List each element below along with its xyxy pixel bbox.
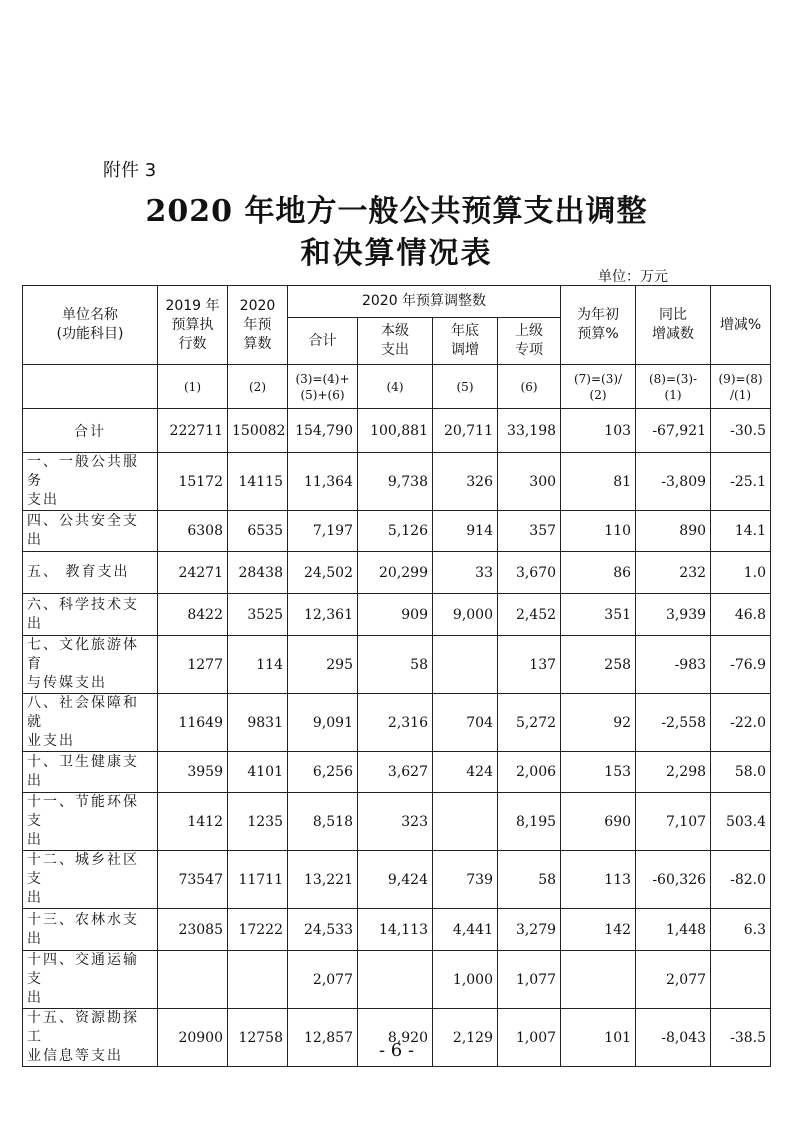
table-row [23, 453, 771, 511]
cell-v9 [711, 951, 771, 1009]
index-blank [23, 365, 158, 409]
cell-v1: 23085 [158, 909, 228, 951]
cell-v7: 351 [561, 594, 636, 636]
cell-v8: 2,298 [636, 752, 711, 793]
cell-v8: 1,448 [636, 909, 711, 951]
cell-v8: 3,939 [636, 594, 711, 636]
cell-v8: -67,921 [636, 409, 711, 453]
cell-v1: 24271 [158, 552, 228, 594]
index-row [23, 365, 771, 409]
cell-v9: 58.0 [711, 752, 771, 793]
index-cell: (6) [498, 365, 561, 409]
cell-v5 [433, 636, 498, 694]
header-col2: 2020 年预 算数 [228, 286, 288, 365]
row-label: 六、科学技术支出 [23, 594, 158, 636]
cell-v6: 3,670 [498, 552, 561, 594]
header-col8: 同比 增减数 [636, 286, 711, 365]
cell-v6: 1,007 [498, 1009, 561, 1067]
cell-v2: 17222 [228, 909, 288, 951]
budget-table [22, 285, 771, 1067]
cell-v8: 2,077 [636, 951, 711, 1009]
cell-v8: -8,043 [636, 1009, 711, 1067]
cell-v1: 20900 [158, 1009, 228, 1067]
row-label: 五、 教育支出 [23, 552, 158, 594]
cell-v8: -3,809 [636, 453, 711, 511]
cell-v4: 323 [358, 793, 433, 851]
cell-v5: 424 [433, 752, 498, 793]
table-row [23, 552, 771, 594]
cell-v4 [358, 951, 433, 1009]
cell-v2: 4101 [228, 752, 288, 793]
cell-v3: 12,857 [288, 1009, 358, 1067]
cell-v1: 15172 [158, 453, 228, 511]
cell-v5: 4,441 [433, 909, 498, 951]
cell-v8: -60,326 [636, 851, 711, 909]
cell-v3: 154,790 [288, 409, 358, 453]
cell-v1: 6308 [158, 511, 228, 552]
header-col5: 年底 调增 [433, 318, 498, 365]
cell-v8: 890 [636, 511, 711, 552]
table-row [23, 851, 771, 909]
table-row [23, 752, 771, 793]
cell-v9: 1.0 [711, 552, 771, 594]
cell-v2: 1235 [228, 793, 288, 851]
cell-v6: 8,195 [498, 793, 561, 851]
attachment-label: 附件 3 [103, 160, 157, 181]
cell-v6: 3,279 [498, 909, 561, 951]
cell-v6: 1,077 [498, 951, 561, 1009]
row-label: 一、一般公共服务 支出 [23, 453, 158, 511]
cell-v9: 46.8 [711, 594, 771, 636]
cell-v1: 1277 [158, 636, 228, 694]
row-label: 七、文化旅游体育 与传媒支出 [23, 636, 158, 694]
cell-v9: -30.5 [711, 409, 771, 453]
index-cell: (2) [228, 365, 288, 409]
cell-v5: 739 [433, 851, 498, 909]
cell-v1 [158, 951, 228, 1009]
row-label: 十三、农林水支出 [23, 909, 158, 951]
cell-v2: 114 [228, 636, 288, 694]
cell-v2: 14115 [228, 453, 288, 511]
cell-v2: 28438 [228, 552, 288, 594]
cell-v4: 9,738 [358, 453, 433, 511]
cell-v4: 909 [358, 594, 433, 636]
cell-v3: 7,197 [288, 511, 358, 552]
cell-v6: 300 [498, 453, 561, 511]
cell-v8: -983 [636, 636, 711, 694]
cell-v6: 2,006 [498, 752, 561, 793]
cell-v9: -76.9 [711, 636, 771, 694]
cell-v4: 58 [358, 636, 433, 694]
cell-v7: 258 [561, 636, 636, 694]
cell-v1: 3959 [158, 752, 228, 793]
table-row [23, 694, 771, 752]
row-label: 八、社会保障和就 业支出 [23, 694, 158, 752]
cell-v6: 5,272 [498, 694, 561, 752]
total-row [23, 409, 771, 453]
cell-v2 [228, 951, 288, 1009]
cell-v1: 8422 [158, 594, 228, 636]
cell-v9: 14.1 [711, 511, 771, 552]
index-cell: (9)=(8) /(1) [711, 365, 771, 409]
page-title: 2020 年地方一般公共预算支出调整 [145, 194, 648, 229]
cell-v9: 6.3 [711, 909, 771, 951]
index-cell: (7)=(3)/ (2) [561, 365, 636, 409]
index-cell: (5) [433, 365, 498, 409]
cell-v1: 1412 [158, 793, 228, 851]
cell-v8: 7,107 [636, 793, 711, 851]
cell-v5: 9,000 [433, 594, 498, 636]
index-cell: (1) [158, 365, 228, 409]
header-col6: 上级 专项 [498, 318, 561, 365]
cell-v5: 914 [433, 511, 498, 552]
page-number: - 6 - [378, 1040, 415, 1061]
cell-v2: 12758 [228, 1009, 288, 1067]
table-row [23, 909, 771, 951]
cell-v7: 92 [561, 694, 636, 752]
header-col7: 为年初 预算% [561, 286, 636, 365]
cell-v6: 2,452 [498, 594, 561, 636]
cell-v7: 113 [561, 851, 636, 909]
cell-v2: 9831 [228, 694, 288, 752]
cell-v7 [561, 951, 636, 1009]
cell-v9: -22.0 [711, 694, 771, 752]
cell-v4: 14,113 [358, 909, 433, 951]
cell-v3: 9,091 [288, 694, 358, 752]
table-row [23, 793, 771, 851]
cell-v4: 20,299 [358, 552, 433, 594]
cell-v5: 33 [433, 552, 498, 594]
cell-v7: 153 [561, 752, 636, 793]
cell-v3: 6,256 [288, 752, 358, 793]
cell-v6: 58 [498, 851, 561, 909]
cell-v3: 12,361 [288, 594, 358, 636]
cell-v9: -25.1 [711, 453, 771, 511]
header-col4: 本级 支出 [358, 318, 433, 365]
cell-v6: 137 [498, 636, 561, 694]
table-row [23, 951, 771, 1009]
cell-v4: 8,920 [358, 1009, 433, 1067]
cell-v7: 86 [561, 552, 636, 594]
cell-v5: 2,129 [433, 1009, 498, 1067]
cell-v4: 9,424 [358, 851, 433, 909]
cell-v2: 6535 [228, 511, 288, 552]
row-label: 十五、资源勘探工 业信息等支出 [23, 1009, 158, 1067]
cell-v3: 24,502 [288, 552, 358, 594]
cell-v7: 103 [561, 409, 636, 453]
cell-v6: 33,198 [498, 409, 561, 453]
unit-label: 单位：万元 [598, 269, 668, 285]
cell-v3: 11,364 [288, 453, 358, 511]
row-label: 十四、交通运输支 出 [23, 951, 158, 1009]
cell-v1: 73547 [158, 851, 228, 909]
cell-v5: 326 [433, 453, 498, 511]
row-label: 合计 [23, 409, 158, 453]
cell-v1: 11649 [158, 694, 228, 752]
cell-v5: 704 [433, 694, 498, 752]
header-col3: 合计 [288, 318, 358, 365]
cell-v9: -82.0 [711, 851, 771, 909]
cell-v3: 13,221 [288, 851, 358, 909]
cell-v5 [433, 793, 498, 851]
table-row [23, 636, 771, 694]
cell-v7: 101 [561, 1009, 636, 1067]
cell-v4: 3,627 [358, 752, 433, 793]
header-name: 单位名称 (功能科目) [23, 286, 158, 365]
cell-v4: 5,126 [358, 511, 433, 552]
cell-v3: 295 [288, 636, 358, 694]
cell-v3: 2,077 [288, 951, 358, 1009]
cell-v7: 142 [561, 909, 636, 951]
row-label: 十、卫生健康支出 [23, 752, 158, 793]
cell-v8: 232 [636, 552, 711, 594]
cell-v7: 690 [561, 793, 636, 851]
cell-v4: 100,881 [358, 409, 433, 453]
index-cell: (3)=(4)+ (5)+(6) [288, 365, 358, 409]
cell-v9: -38.5 [711, 1009, 771, 1067]
cell-v9: 503.4 [711, 793, 771, 851]
table-row [23, 594, 771, 636]
cell-v2: 3525 [228, 594, 288, 636]
cell-v7: 81 [561, 453, 636, 511]
cell-v7: 110 [561, 511, 636, 552]
cell-v2: 150082 [228, 409, 288, 453]
page-title-line2: 和决算情况表 [300, 236, 493, 271]
row-label: 四、公共安全支出 [23, 511, 158, 552]
cell-v3: 8,518 [288, 793, 358, 851]
header-col9: 增减% [711, 286, 771, 365]
cell-v8: -2,558 [636, 694, 711, 752]
cell-v5: 1,000 [433, 951, 498, 1009]
row-label: 十一、节能环保支 出 [23, 793, 158, 851]
index-cell: (8)=(3)- (1) [636, 365, 711, 409]
cell-v1: 222711 [158, 409, 228, 453]
index-cell: (4) [358, 365, 433, 409]
header-col1: 2019 年 预算执 行数 [158, 286, 228, 365]
cell-v4: 2,316 [358, 694, 433, 752]
cell-v6: 357 [498, 511, 561, 552]
cell-v3: 24,533 [288, 909, 358, 951]
cell-v5: 20,711 [433, 409, 498, 453]
table-row [23, 511, 771, 552]
header-group-adjustment: 2020 年预算调整数 [288, 286, 561, 318]
row-label: 十二、城乡社区支 出 [23, 851, 158, 909]
cell-v2: 11711 [228, 851, 288, 909]
